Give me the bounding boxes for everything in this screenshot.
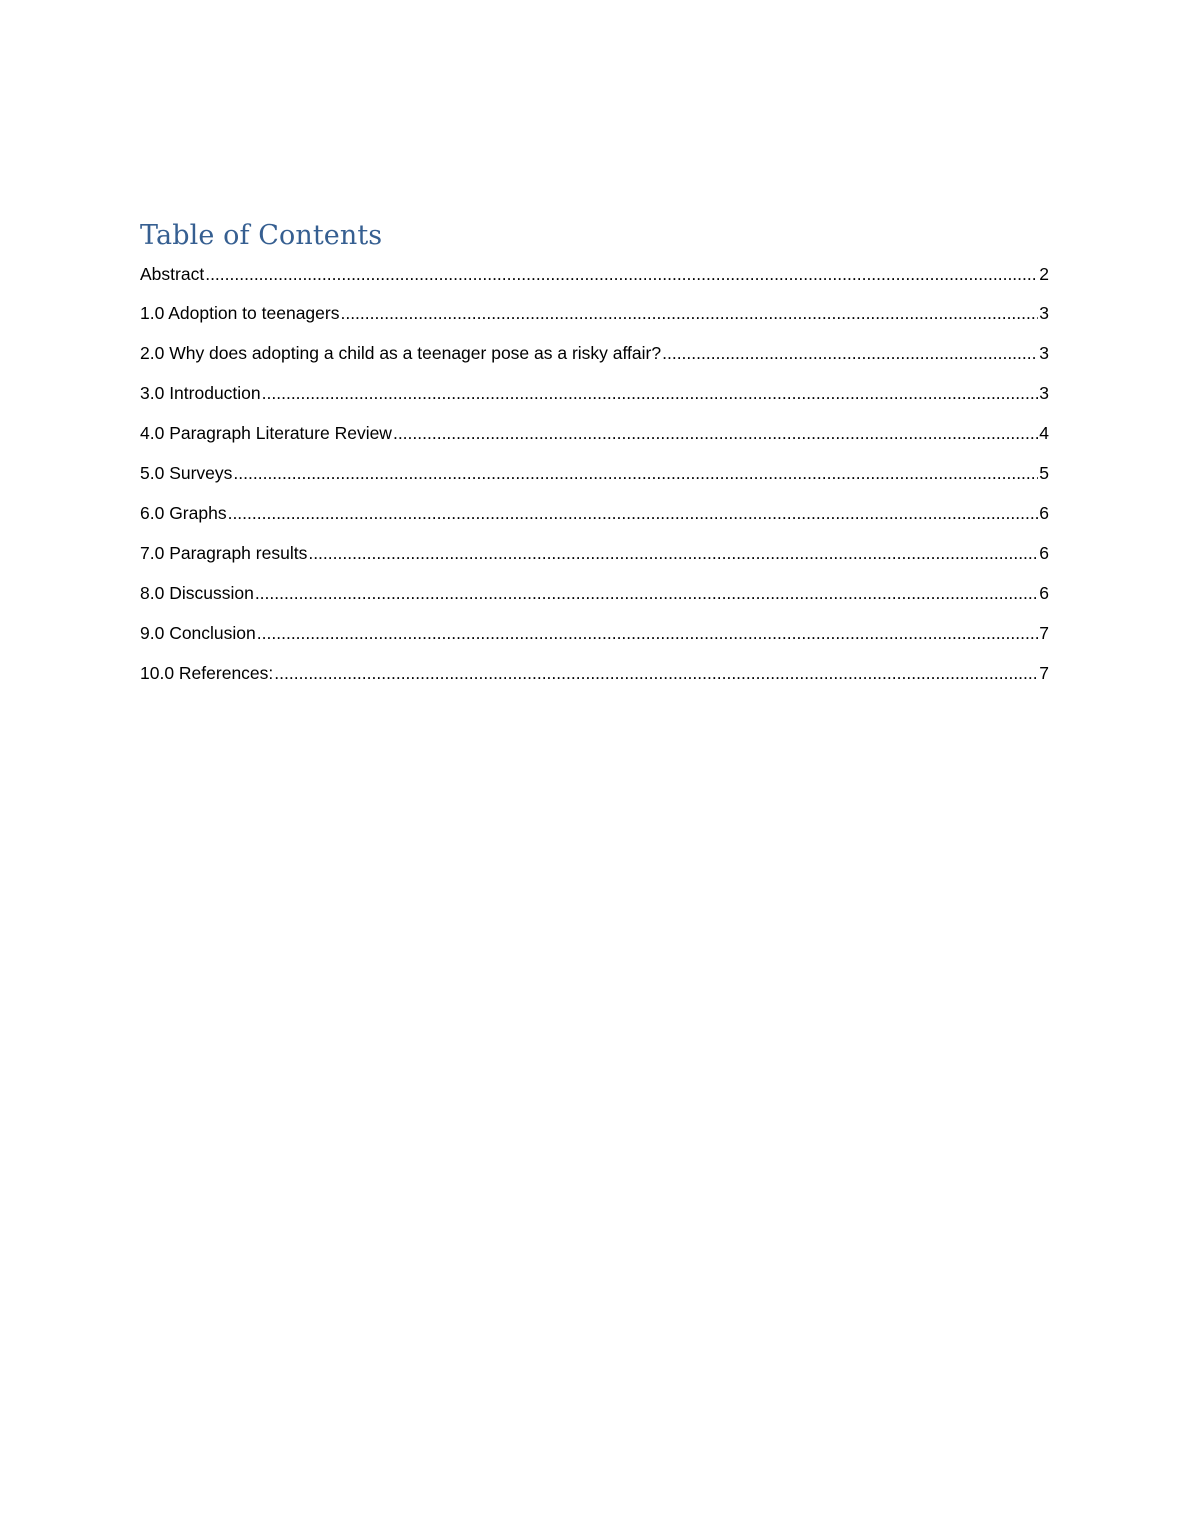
toc-dot-leader xyxy=(257,623,1038,643)
toc-entry-label: 4.0 Paragraph Literature Review xyxy=(140,423,392,443)
toc-entry-label: 8.0 Discussion xyxy=(140,583,254,603)
toc-page-number: 6 xyxy=(1039,583,1049,603)
toc-entry-label: 2.0 Why does adopting a child as a teenager pose as a risky affair? xyxy=(140,343,662,363)
toc-entry-paragraph-results[interactable] xyxy=(140,543,1049,583)
table-of-contents xyxy=(140,216,1049,703)
toc-dot-leader xyxy=(255,583,1038,603)
toc-entry-conclusion[interactable] xyxy=(140,623,1049,663)
toc-page-number: 3 xyxy=(1039,383,1049,403)
toc-page-number: 4 xyxy=(1039,423,1049,443)
toc-dot-leader xyxy=(205,264,1038,284)
toc-entry-discussion[interactable] xyxy=(140,583,1049,623)
toc-entry-abstract[interactable] xyxy=(140,264,1049,303)
toc-page-number: 7 xyxy=(1039,663,1049,683)
toc-dot-leader xyxy=(308,543,1038,563)
toc-page-number: 7 xyxy=(1039,623,1049,643)
toc-page-number: 5 xyxy=(1039,463,1049,483)
toc-dot-leader xyxy=(662,343,1038,363)
toc-dot-leader xyxy=(393,423,1038,443)
toc-entry-label: 3.0 Introduction xyxy=(140,383,261,403)
toc-page-number: 3 xyxy=(1039,343,1049,363)
toc-entry-label: 10.0 References: xyxy=(140,663,274,683)
toc-page-number: 6 xyxy=(1039,503,1049,523)
toc-entry-label: 1.0 Adoption to teenagers xyxy=(140,303,340,323)
toc-entry-adoption-to-teenagers[interactable] xyxy=(140,303,1049,343)
toc-entry-label: Abstract xyxy=(140,264,205,284)
toc-entry-risky-affair[interactable] xyxy=(140,343,1049,383)
toc-entry-graphs[interactable] xyxy=(140,503,1049,543)
toc-page-number: 6 xyxy=(1039,543,1049,563)
toc-dot-leader xyxy=(228,503,1039,523)
toc-dot-leader xyxy=(340,303,1038,323)
toc-entry-label: 5.0 Surveys xyxy=(140,463,233,483)
toc-entry-label: 9.0 Conclusion xyxy=(140,623,256,643)
toc-dot-leader xyxy=(262,383,1039,403)
toc-heading: Table of Contents xyxy=(140,220,383,251)
toc-entry-references[interactable] xyxy=(140,663,1049,703)
toc-entry-label: 6.0 Graphs xyxy=(140,503,227,523)
toc-entry-literature-review[interactable] xyxy=(140,423,1049,463)
toc-entry-surveys[interactable] xyxy=(140,463,1049,503)
toc-page-number: 2 xyxy=(1039,264,1049,284)
toc-page-number: 3 xyxy=(1039,303,1049,323)
toc-entry-introduction[interactable] xyxy=(140,383,1049,423)
toc-dot-leader xyxy=(274,663,1038,683)
toc-list xyxy=(140,264,1049,703)
toc-entry-label: 7.0 Paragraph results xyxy=(140,543,308,563)
toc-dot-leader xyxy=(233,463,1038,483)
